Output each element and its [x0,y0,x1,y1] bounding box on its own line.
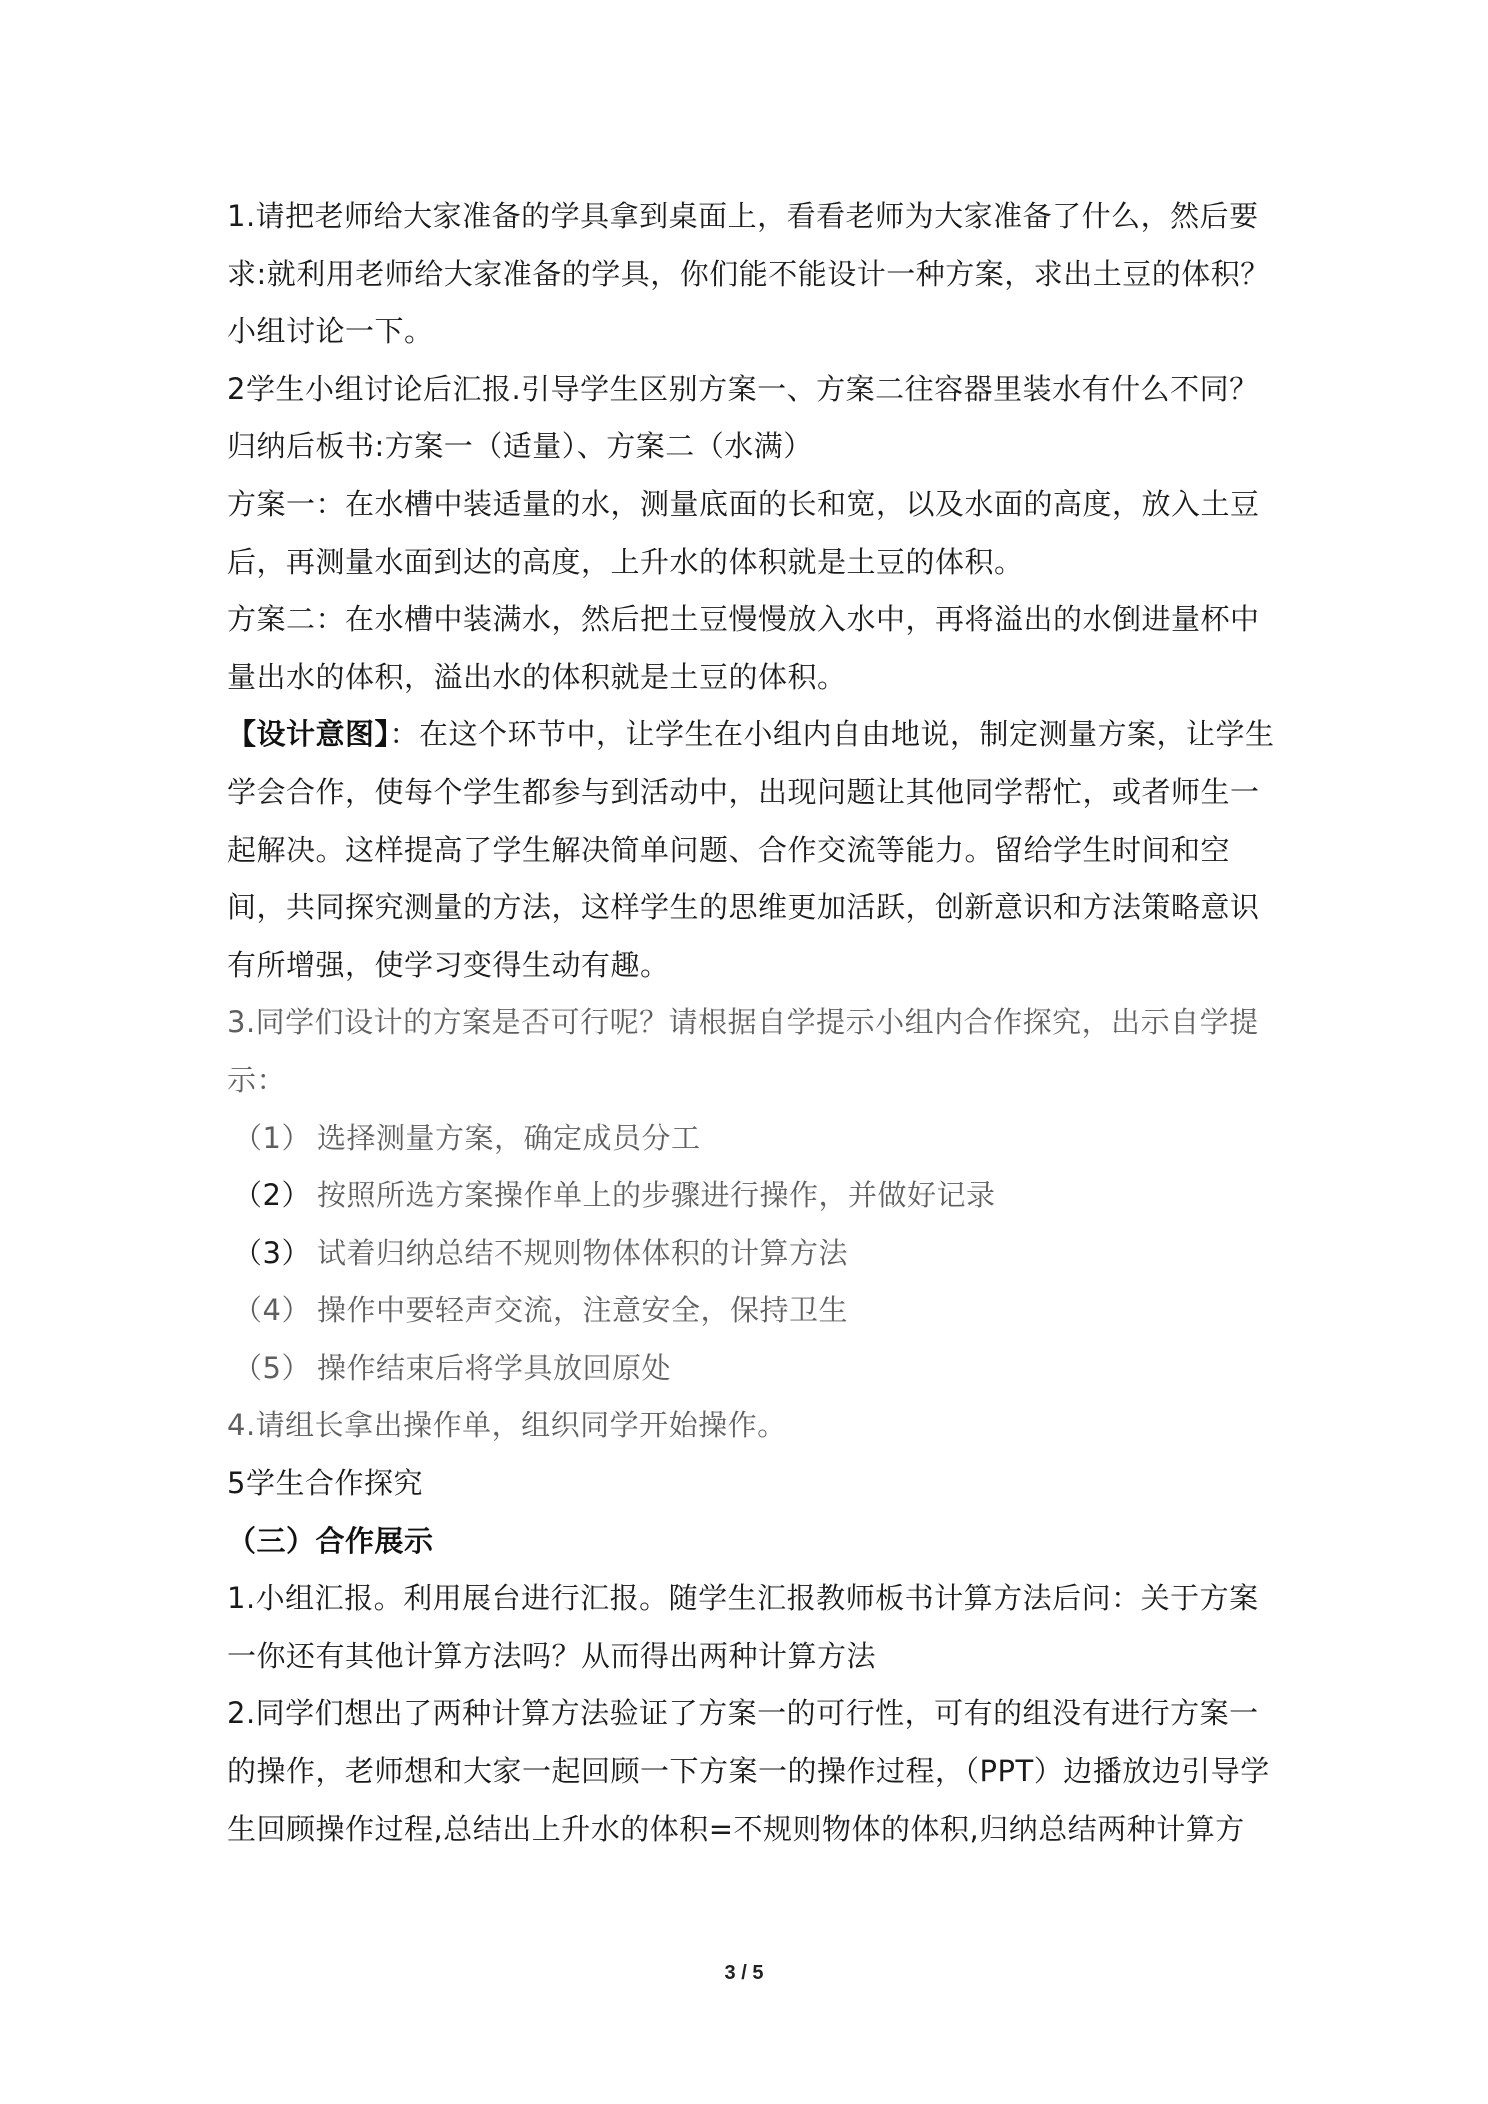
paragraph-step-4: 4.请组长拿出操作单，组织同学开始操作。 [227,1408,787,1443]
paragraph-plan-1: 方案一：在水槽中装适量的水，测量底面的长和宽，以及水面的高度，放入土豆后，再测量水面到达的高度，上升水的体积就是土豆的体积。 [227,486,1260,579]
hint-number: （5） [233,1350,311,1385]
paragraph-step-2: 2学生小组讨论后汇报.引导学生区别方案一、方案二往容器里装水有什么不同？归纳后板书:方案一（适量）、方案二（水满） [227,371,1259,464]
hint-text: 选择测量方案，确定成员分工 [317,1120,701,1155]
hint-item-4 [227,1282,1277,1340]
hint-text: 试着归纳总结不规则物体体积的计算方法 [317,1235,849,1270]
paragraph-design-intent [227,706,1277,994]
hint-number: （4） [233,1293,311,1328]
page-number: 3 / 5 [724,1962,764,1984]
design-intent-text: ：在这个环节中，让学生在小组内自由地说，制定测量方案，让学生学会合作，使每个学生都参与到活动中，出现问题让其他同学帮忙，或者师生一起解决。这样提高了学生解决简单问题、合作交流等能力。留给学生时间和空间，共同探究测量的方法，这样学生的思维更加活跃，创新意识和方法策略意识有所增强，使学习变得生动有趣。 [227,717,1275,982]
paragraph-report-1: 1.小组汇报。利用展台进行汇报。随学生汇报教师板书计算方法后问：关于方案一你还有其他计算方法吗？从而得出两种计算方法 [227,1581,1259,1673]
hint-item-3 [227,1225,1277,1283]
paragraph-step-5: 5学生合作探究 [227,1466,423,1501]
design-intent-label: 【设计意图】 [227,717,390,752]
paragraph-plan-2: 方案二：在水槽中装满水，然后把土豆慢慢放入水中，再将溢出的水倒进量杯中量出水的体积，溢出水的体积就是土豆的体积。 [227,602,1260,694]
hint-number: （3） [233,1235,311,1270]
paragraph-report-2: 2.同学们想出了两种计算方法验证了方案一的可行性，可有的组没有进行方案一的操作，老师想和大家一起回顾一下方案一的操作过程，（PPT）边播放边引导学生回顾操作过程,总结出上升水的体积=不规则物体的体积,归纳总结两种计算方 [227,1696,1270,1846]
section-heading: （三）合作展示 [227,1523,434,1558]
hint-number: （2） [233,1178,311,1213]
hint-text: 操作中要轻声交流，注意安全，保持卫生 [317,1293,849,1328]
paragraph-step-3: 3.同学们设计的方案是否可行呢？请根据自学提示小组内合作探究，出示自学提示： [227,1005,1259,1097]
hint-number: （1） [233,1120,311,1155]
hint-text: 操作结束后将学具放回原处 [317,1350,672,1385]
paragraph-step-1: 1.请把老师给大家准备的学具拿到桌面上，看看老师为大家准备了什么，然后要求:就利用老师给大家准备的学具，你们能不能设计一种方案，求出土豆的体积？小组讨论一下。 [227,199,1270,349]
hint-item-5 [227,1340,1277,1398]
hint-item-2 [227,1167,1277,1225]
page-content [227,188,1277,1858]
hint-text: 按照所选方案操作单上的步骤进行操作，并做好记录 [317,1178,996,1213]
hint-item-1 [227,1110,1277,1168]
